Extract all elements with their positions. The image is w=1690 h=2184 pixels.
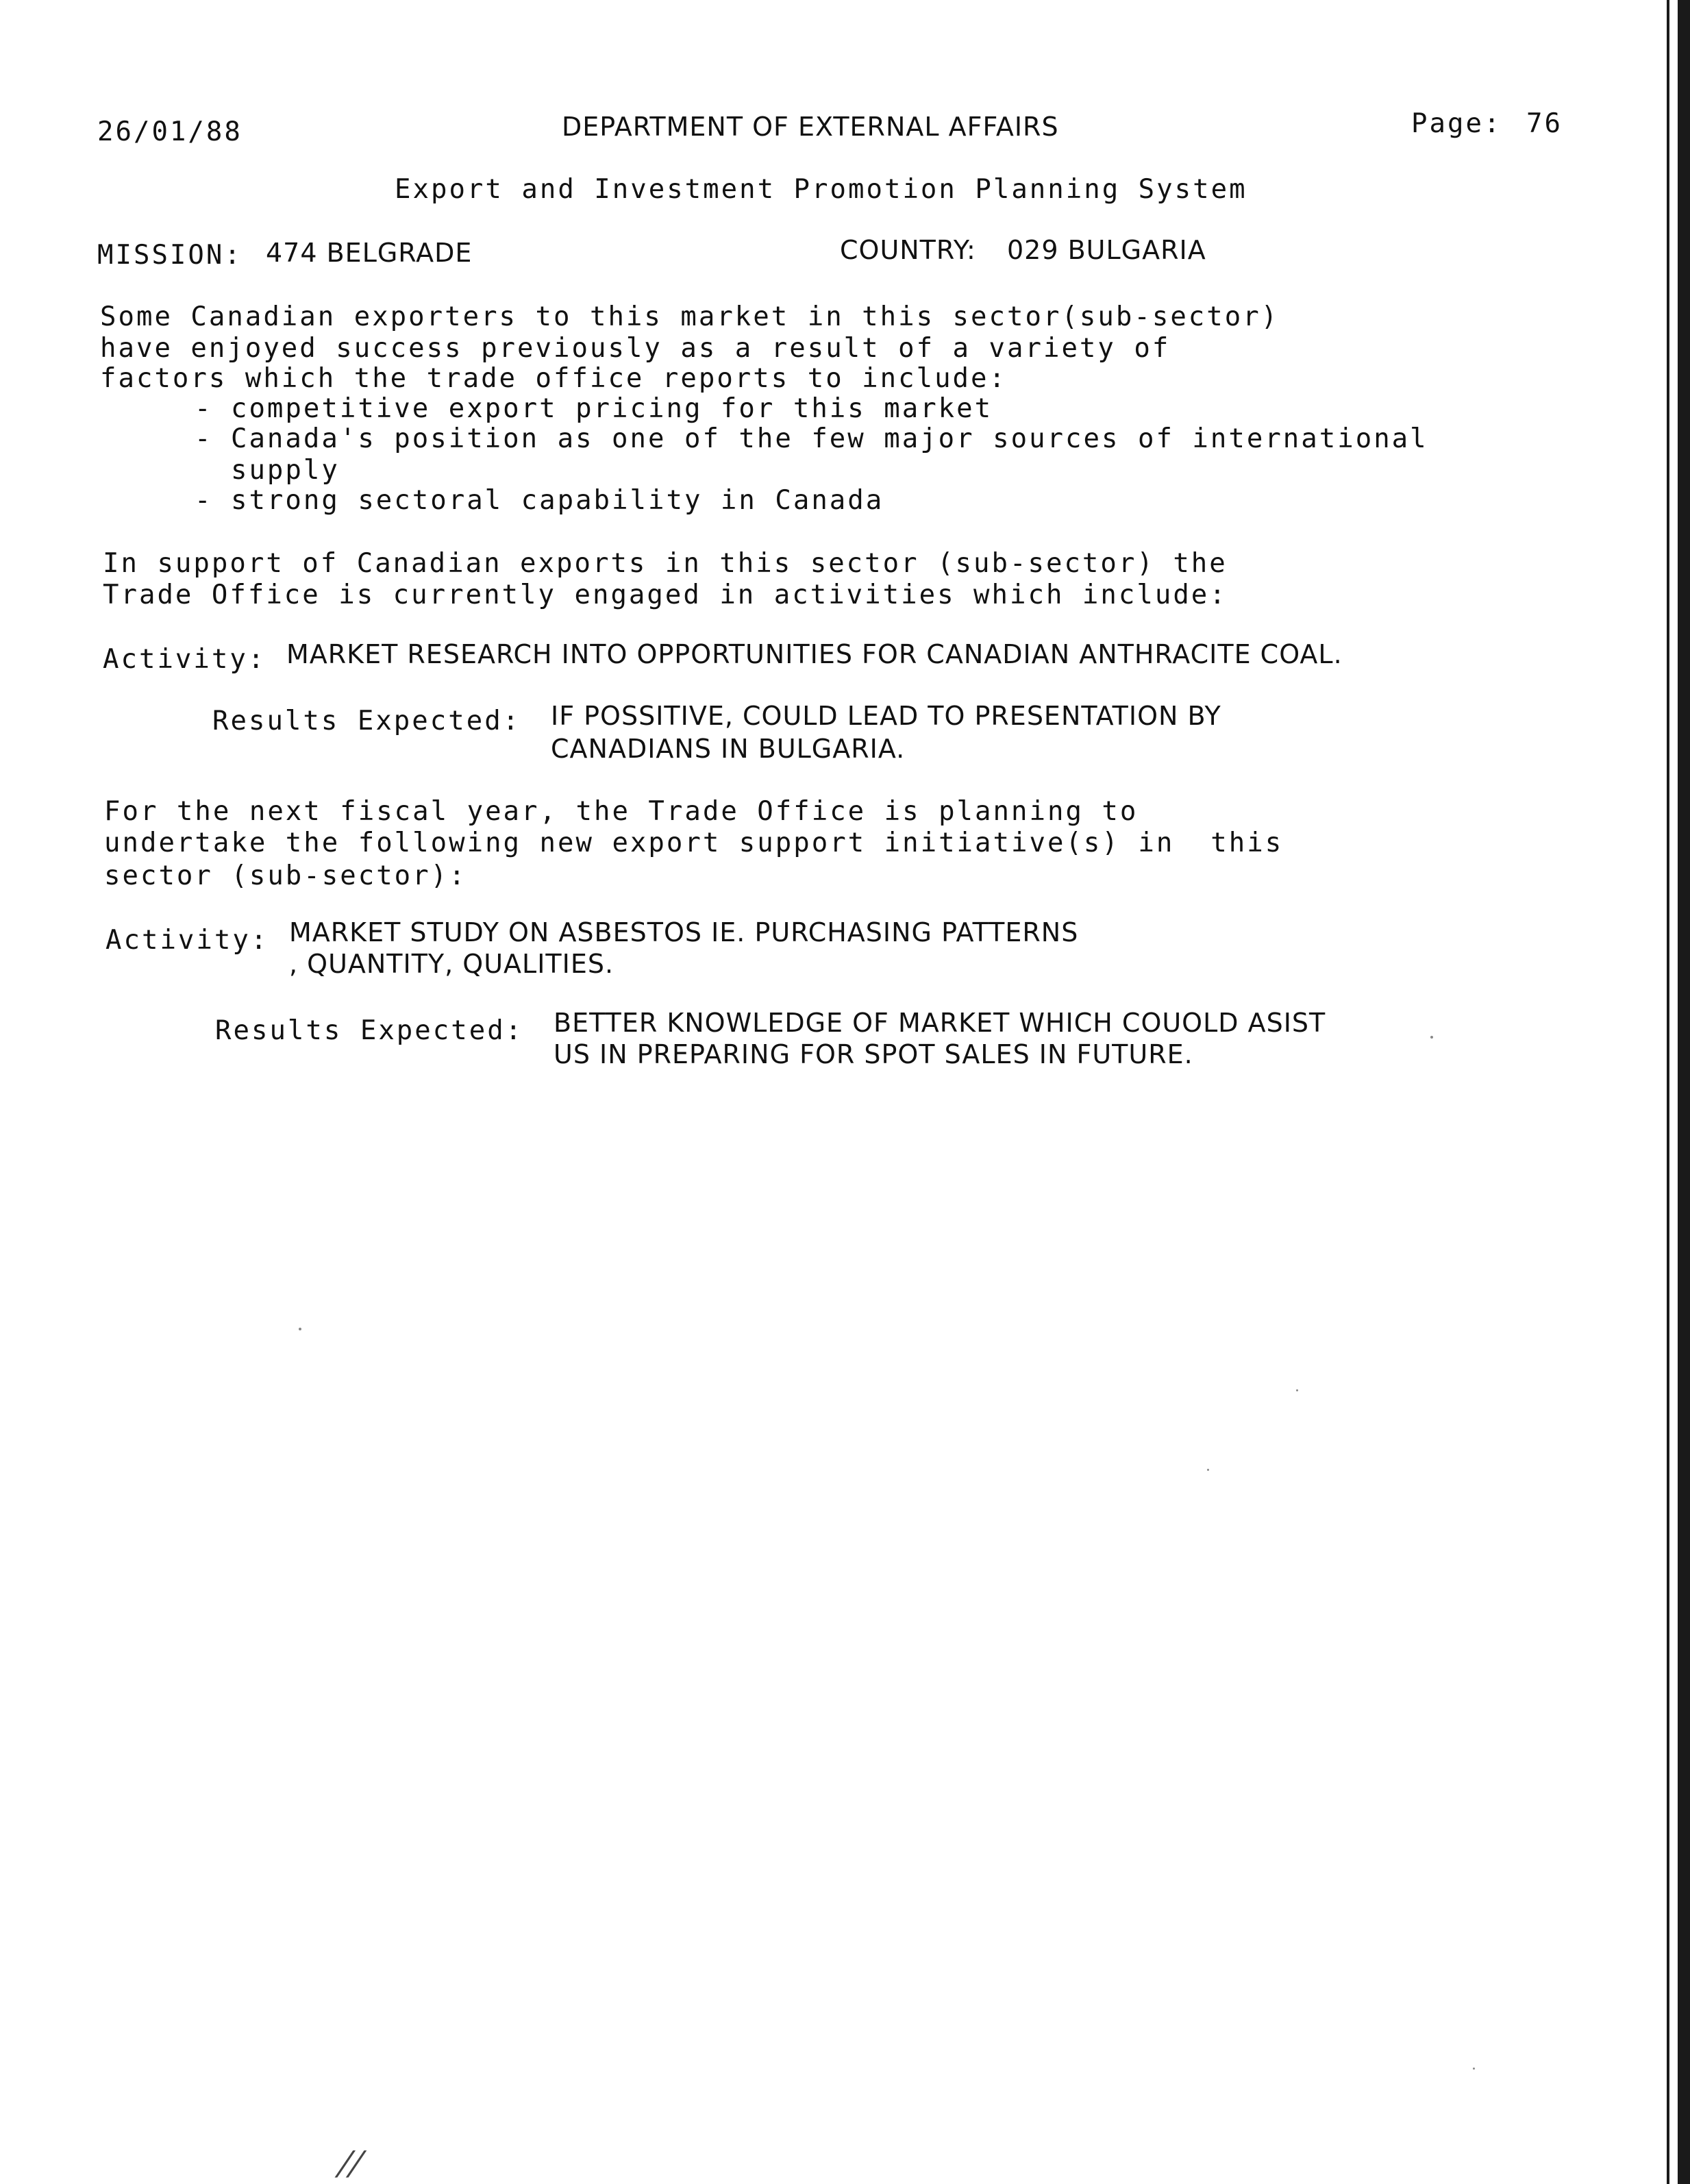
activity-label: Activity:: [105, 925, 269, 956]
activity-text: MARKET RESEARCH INTO OPPORTUNITIES FOR CANADIAN ANTHRACITE COAL.: [286, 639, 1343, 669]
results-expected-label: Results Expected:: [215, 1015, 524, 1046]
report-date: 26/01/88: [97, 116, 243, 147]
success-factor-item: - strong sectoral capability in Canada: [195, 485, 884, 516]
activity-label: Activity:: [103, 644, 266, 675]
scan-speck: [1207, 1469, 1209, 1471]
success-factor-item: supply: [195, 455, 340, 486]
results-expected-label: Results Expected:: [212, 706, 521, 736]
results-expected-line: IF POSSITIVE, COULD LEAD TO PRESENTATION BY: [551, 701, 1221, 731]
system-title: Export and Investment Promotion Planning System: [395, 174, 1247, 205]
scan-speck: [1296, 1389, 1298, 1391]
results-expected-line: BETTER KNOWLEDGE OF MARKET WHICH COUOLD ASIST: [554, 1008, 1326, 1038]
success-intro-line: have enjoyed success previously as a result of a variety of: [100, 333, 1171, 364]
handwritten-mark: //: [332, 2144, 369, 2183]
success-intro-line: Some Canadian exporters to this market in this sector(sub-sector): [100, 301, 1280, 332]
page-label: Page:: [1411, 108, 1502, 139]
support-intro-line: In support of Canadian exports in this sector (sub-sector) the: [103, 548, 1228, 579]
activity-text: MARKET STUDY ON ASBESTOS IE. PURCHASING PATTERNS: [289, 917, 1079, 947]
page-number: 76: [1526, 108, 1563, 139]
country-value: 029 BULGARIA: [1007, 235, 1206, 265]
success-factor-item: - Canada's position as one of the few major sources of international: [195, 423, 1428, 454]
scan-border: [1667, 0, 1669, 2184]
mission-value: 474 BELGRADE: [266, 238, 473, 268]
next-year-intro-line: undertake the following new export support initiative(s) in this: [104, 828, 1284, 858]
scan-speck: [1430, 1036, 1433, 1039]
results-expected-line: US IN PREPARING FOR SPOT SALES IN FUTURE.: [554, 1039, 1193, 1069]
scan-border: [1678, 0, 1690, 2184]
next-year-intro-line: sector (sub-sector):: [104, 860, 467, 891]
support-intro-line: Trade Office is currently engaged in activities which include:: [103, 580, 1228, 610]
scan-speck: [299, 1328, 301, 1330]
success-intro-line: factors which the trade office reports to include:: [100, 363, 1007, 394]
mission-label: MISSION:: [97, 240, 243, 271]
success-factor-item: - competitive export pricing for this market: [195, 393, 993, 424]
next-year-intro-line: For the next fiscal year, the Trade Office is planning to: [104, 796, 1139, 827]
department-title: DEPARTMENT OF EXTERNAL AFFAIRS: [562, 112, 1059, 142]
scan-speck: [1473, 2068, 1475, 2070]
activity-text: , QUANTITY, QUALITIES.: [289, 949, 614, 979]
country-label: COUNTRY:: [840, 235, 976, 265]
results-expected-line: CANADIANS IN BULGARIA.: [551, 734, 906, 764]
